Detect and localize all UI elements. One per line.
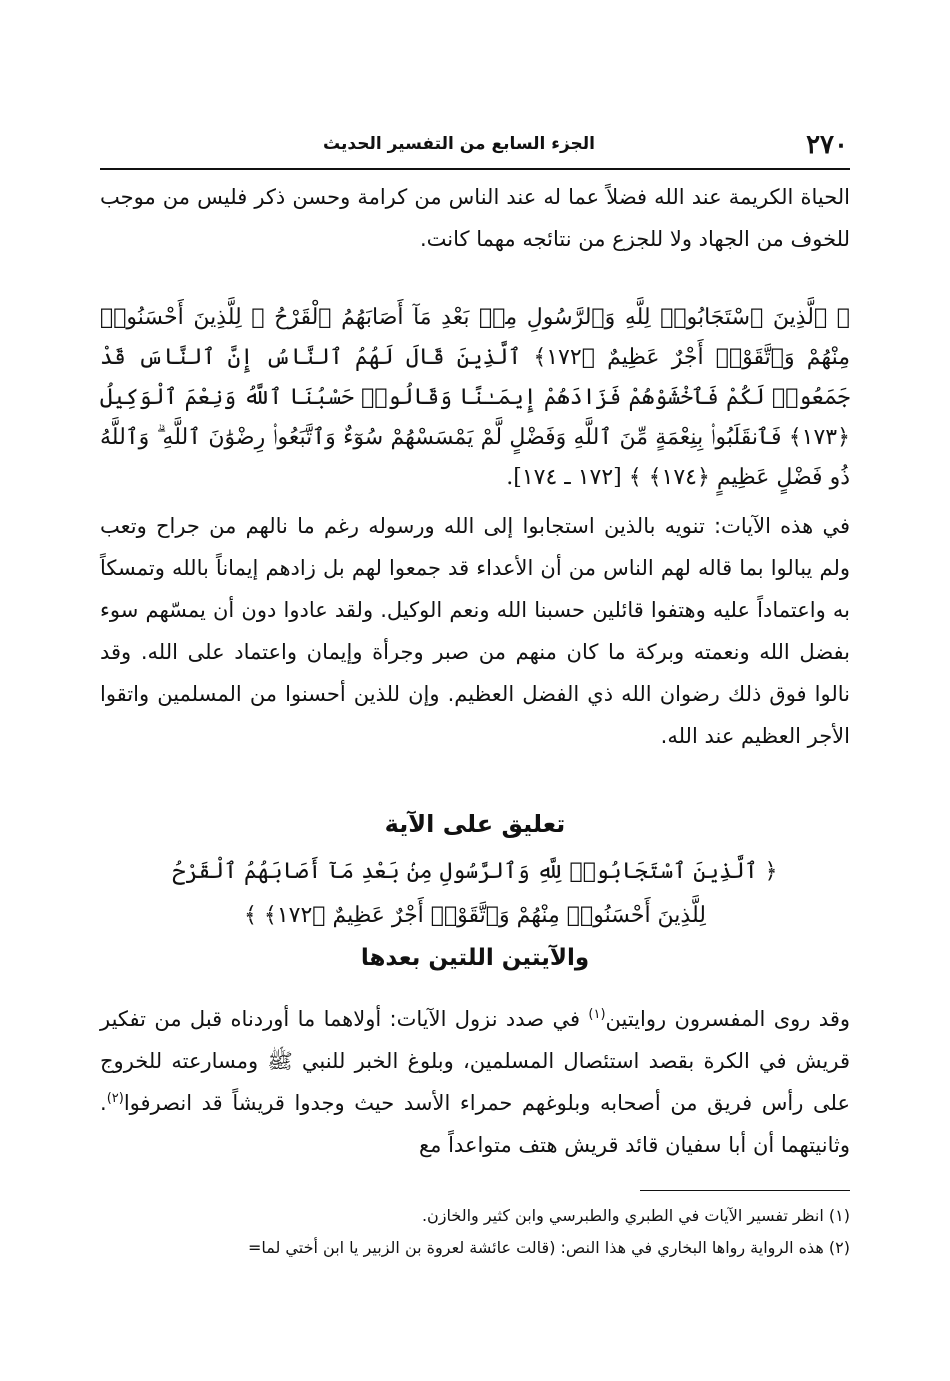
verse-text: ﴿ ٱلَّذِينَ ٱسْتَجَابُوا۟ لِلَّهِ وَٱلرَّسُولِ مِنۢ بَعْدِ مَآ أَصَابَهُمُ ٱلْقَرْحُ ۚ لِلَّذِينَ أَحْسَنُوا۟ مِنْهُمْ وَٱتَّقَوْا۟ أَجْرٌ عَظِيمٌ ﴿١٧٢﴾ ٱلَّذِينَ قَالَ لَهُمُ ٱلنَّاسُ إِنَّ ٱلنَّاسَ قَدْ جَمَعُوا۟ لَكُمْ فَٱخْشَوْهُمْ فَزَادَهُمْ إِيمَـٰنًا وَقَالُوا۟ حَسْبُنَا ٱللَّهُ وَنِعْمَ ٱلْوَكِيلُ ﴿١٧٣﴾ فَٱنقَلَبُوا۟ بِنِعْمَةٍ مِّنَ ٱللَّهِ وَفَضْلٍ لَّمْ يَمْسَسْهُمْ سُوٓءٌ وَٱتَّبَعُوا۟ رِضْوَٰنَ ٱللَّهِ ۗ وَٱللَّهُ ذُو فَضْلٍ عَظِيمٍ ﴿١٧٤﴾ ﴾ xyxy=(100,305,850,490)
footnote-ref-1: (١) xyxy=(588,1007,606,1022)
section-title: تعليق على الآية xyxy=(384,810,566,838)
running-title: الجزء السابع من التفسير الحديث xyxy=(323,134,595,154)
paragraph-commentary: في هذه الآيات: تنويه بالذين استجابوا إلى الله ورسوله رغم ما نالهم من جراح وتعب ولم يبالوا بما قاله لهم الناس من أن الأعداء قد جمعوا لهم بل زادهم إيماناً بالله وتمسكاً به واعتماداً عليه وهتفوا قائلين حسبنا الله ونعم الوكيل. ولقد عادوا دون أن يمسّهم سوء بفضل الله ونعمته وبركة ما كان منهم من صبر وجرأة وإيمان واعتماد على الله. وقد نالوا فوق ذلك رضوان الله ذي الفضل العظيم. وإن للذين أحسنوا من المسلمين واتقوا الأجر العظيم عند الله. xyxy=(100,514,850,748)
section-subtitle: والآيتين اللتين بعدها xyxy=(360,945,590,971)
narration-text-c: . وثانيتهما أن أبا سفيان قائد قريش هتف متواعداً مع xyxy=(100,1091,850,1157)
section-verse xyxy=(100,850,850,938)
verse-reference: [١٧٢ ـ ١٧٤]. xyxy=(506,465,622,490)
narration-text-b: في صدد نزول الآيات: أولاهما ما أوردناه قبل من تفكير قريش في الكرة بقصد استئصال المسلمين، وبلوغ الخبر للنبي ﷺ ومسارعته للخروج على رأس فريق من أصحابه وبلوغهم حمراء الأسد حيث وجدوا قريشاً قد انصرفوا xyxy=(100,1007,850,1115)
paragraph-narrations xyxy=(100,998,850,1166)
section-verse-line-1: ﴿ ٱلَّذِينَ ٱسْتَجَابُوا۟ لِلَّهِ وَٱلرَّسُولِ مِنۢ بَعْدِ مَآ أَصَابَهُمُ ٱلْقَرْحُ xyxy=(172,859,778,884)
page-number: ٢٧٠ xyxy=(806,130,848,160)
quran-verse-block xyxy=(100,298,850,498)
footnote-1: (١) انظر تفسير الآيات في الطبري والطبرسي وابن كثير والخازن. xyxy=(421,1206,850,1225)
page-header xyxy=(100,128,850,170)
footnotes xyxy=(100,1200,850,1264)
footnote-2: (٢) هذه الرواية رواها البخاري في هذا النص: (قالت عائشة لعروة بن الزبير يا ابن أختي لما= xyxy=(247,1238,850,1257)
section-verse-line-2: لِلَّذِينَ أَحْسَنُوا۟ مِنْهُمْ وَٱتَّقَوْا۟ أَجْرٌ عَظِيمٌ ﴿١٧٢﴾ ﴾ xyxy=(244,903,706,928)
footnote-divider xyxy=(640,1190,850,1191)
narration-text-a: وقد روى المفسرون روايتين xyxy=(605,1007,850,1031)
paragraph-intro: الحياة الكريمة عند الله فضلاً عما له عند الناس من كرامة وحسن ذكر فليس من موجب للخوف من الجهاد ولا للجزع من نتائجه مهما كانت. xyxy=(100,185,850,251)
footnote-ref-2: (٢) xyxy=(106,1091,124,1106)
